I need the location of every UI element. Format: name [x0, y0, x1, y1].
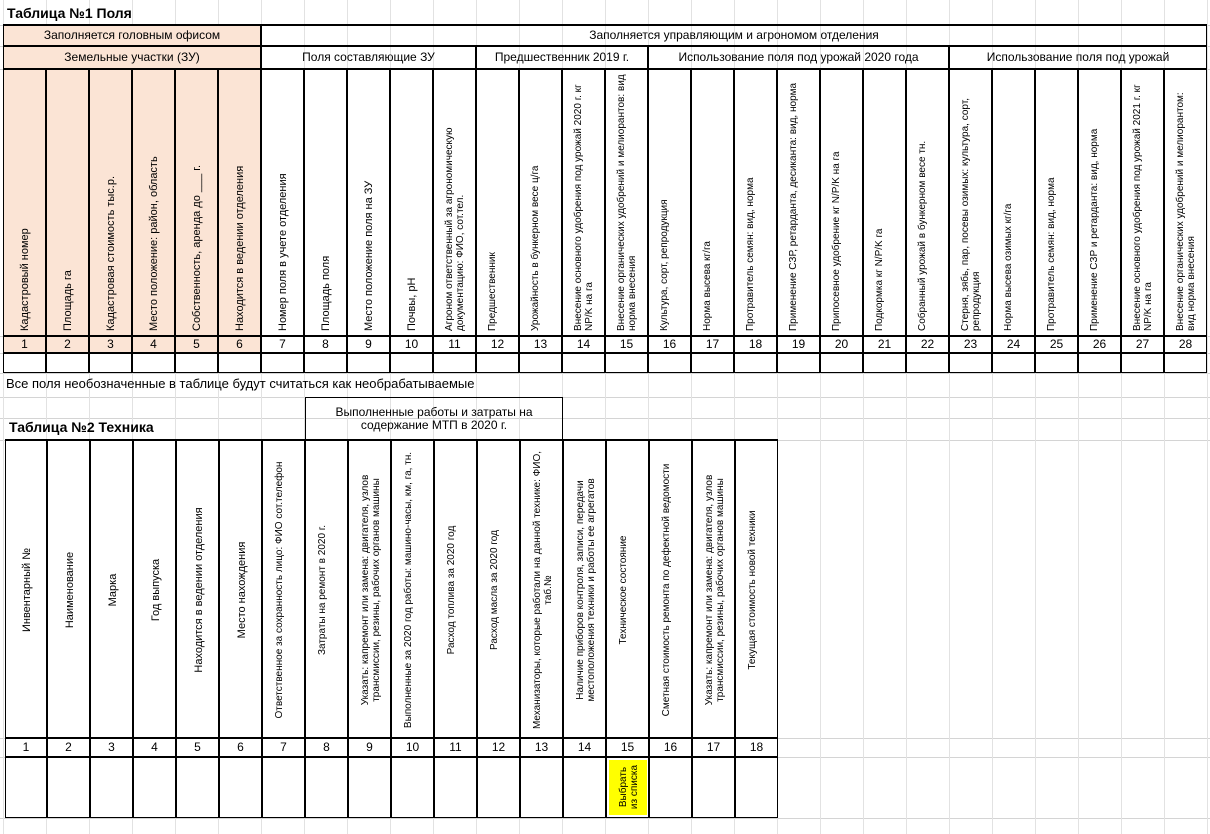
table2-col-header-label: Затраты на ремонт в 2020 г.: [317, 524, 328, 656]
table2-col-header-label: Указать: капремонт или замена: двигателя, узлов трансмиссии, резины, рабочих органов машины: [704, 474, 726, 706]
table1-data-cell[interactable]: [519, 353, 562, 373]
table1-data-cell[interactable]: [992, 353, 1035, 373]
table1-col-header-label: Внесение органических удобрений и мелиорантом: вид норма внесения: [1175, 92, 1197, 331]
table2-col-header-label: Текущая стоимость новой техники: [747, 510, 758, 670]
table1-col-header-label: Применение СЗР, ретарданта, десиканта: вид, норма: [788, 82, 799, 331]
table2-col-number: 2: [47, 738, 90, 757]
table1-data-cell[interactable]: [132, 353, 175, 373]
table1-col-number: 17: [691, 336, 734, 353]
table2-data-cell[interactable]: [305, 757, 348, 818]
table1-data-cell[interactable]: [777, 353, 820, 373]
table1-col-header-label: Внесение основного удобрения под урожай 2020 г. кг NP/K на га: [573, 84, 595, 331]
table1-col-header-28: [1164, 69, 1207, 336]
table1-col-header-6: [218, 69, 261, 336]
table2-data-cell[interactable]: [563, 757, 606, 818]
table1-title-band: [3, 3, 1207, 25]
table2-col-header-label: Расход топлива за 2020 год: [446, 525, 457, 655]
group-works-costs: Выполненные работы и затраты на содержание МТП в 2020 г.: [305, 397, 563, 440]
table1-col-number: 8: [304, 336, 347, 353]
table1-col-header-label: Площадь га: [62, 270, 74, 331]
table2-col-number: 16: [649, 738, 692, 757]
table2-data-cell[interactable]: [47, 757, 90, 818]
table1-col-header-15: [605, 69, 648, 336]
table1-col-number: 2: [46, 336, 89, 353]
table1-col-header-label: Припосевное удобрение кг N/P/K на га: [831, 151, 842, 331]
table1-data-cell[interactable]: [89, 353, 132, 373]
table1-col-number: 16: [648, 336, 691, 353]
table2-col-number: 4: [133, 738, 176, 757]
table1-col-header-2: [46, 69, 89, 336]
table1-data-cell[interactable]: [562, 353, 605, 373]
table2-col-header-3: [90, 440, 133, 738]
table1-col-header-8: [304, 69, 347, 336]
table1-col-header-label: Протравитель семян: вид, норма: [745, 177, 756, 331]
subgroup-predecessor: Предшественник 2019 г.: [476, 46, 648, 69]
table1-col-header-11: [433, 69, 476, 336]
table1-col-number: 14: [562, 336, 605, 353]
table1-data-cell[interactable]: [1078, 353, 1121, 373]
table2-col-header-6: [219, 440, 262, 738]
table2-col-number: 18: [735, 738, 778, 757]
table1-title: Таблица №1 Поля: [7, 5, 132, 21]
table1-col-number: 5: [175, 336, 218, 353]
table1-col-number: 20: [820, 336, 863, 353]
table1-col-header-label: Подкормка кг N/P/K га: [874, 228, 885, 331]
table2-data-cell[interactable]: [649, 757, 692, 818]
table2-col-header-11: [434, 440, 477, 738]
table2-col-header-label: Указать: капремонт или замена: двигателя, узлов трансмиссии, резины, рабочих органов машины: [360, 474, 382, 706]
table1-col-header-4: [132, 69, 175, 336]
group-head-office: Заполняется головным офисом: [3, 25, 261, 46]
table1-col-number: 6: [218, 336, 261, 353]
table1-data-cell[interactable]: [3, 353, 46, 373]
table1-data-cell[interactable]: [261, 353, 304, 373]
table2-data-cell[interactable]: [176, 757, 219, 818]
table1-col-header-label: Протравитель семян: вид, норма: [1046, 177, 1057, 331]
table1-col-header-label: Почвы, рН: [406, 277, 418, 331]
table1-col-header-label: Норма высева кг/га: [702, 241, 713, 331]
table1-col-number: 21: [863, 336, 906, 353]
table1-col-number: 7: [261, 336, 304, 353]
table1-col-header-label: Применение СЗР и ретарданта: вид, норма: [1089, 128, 1100, 331]
table1-col-header-26: [1078, 69, 1121, 336]
table1-data-cell[interactable]: [1164, 353, 1207, 373]
table1-col-number: 19: [777, 336, 820, 353]
table1-data-cell[interactable]: [218, 353, 261, 373]
table2-col-header-label: Сметная стоимость ремонта по дефектной ведомости: [661, 463, 672, 717]
table1-col-header-5: [175, 69, 218, 336]
subgroup-fields-in-plot: Поля составляющие ЗУ: [261, 46, 476, 69]
table1-col-header-23: [949, 69, 992, 336]
table1-col-header-label: Урожайность в бункерном весе ц/га: [530, 165, 541, 331]
table1-data-cell[interactable]: [734, 353, 777, 373]
table1-col-number: 10: [390, 336, 433, 353]
table1-data-cell[interactable]: [476, 353, 519, 373]
table1-col-header-20: [820, 69, 863, 336]
table2-col-number: 14: [563, 738, 606, 757]
table2-col-header-18: [735, 440, 778, 738]
table1-col-header-22: [906, 69, 949, 336]
table1-col-header-25: [1035, 69, 1078, 336]
table1-col-number: 24: [992, 336, 1035, 353]
table1-col-number: 3: [89, 336, 132, 353]
table1-col-header-21: [863, 69, 906, 336]
table1-col-number: 11: [433, 336, 476, 353]
table2-col-header-10: [391, 440, 434, 738]
table2-col-number: 13: [520, 738, 563, 757]
table2-col-number: 6: [219, 738, 262, 757]
table1-col-header-label: Собранный урожай в бункерном весе тн.: [917, 140, 928, 331]
table1-col-header-17: [691, 69, 734, 336]
table2-data-cell[interactable]: [735, 757, 778, 818]
table2-col-header-16: [649, 440, 692, 738]
table2-data-cell[interactable]: [348, 757, 391, 818]
table1-col-header-label: Находится в ведении отделения: [234, 165, 246, 331]
table1-col-number: 15: [605, 336, 648, 353]
table1-col-header-16: [648, 69, 691, 336]
table1-col-header-9: [347, 69, 390, 336]
table1-data-cell[interactable]: [347, 353, 390, 373]
table1-data-cell[interactable]: [1121, 353, 1164, 373]
table1-col-number: 13: [519, 336, 562, 353]
table2-col-number: 12: [477, 738, 520, 757]
table2-col-number: 8: [305, 738, 348, 757]
table2-col-header-15: [606, 440, 649, 738]
table2-data-cell[interactable]: [520, 757, 563, 818]
table2-data-cell[interactable]: [262, 757, 305, 818]
table2-col-header-label: Находится в ведении отделения: [193, 507, 205, 673]
table1-data-cell[interactable]: [949, 353, 992, 373]
table1-col-header-label: Предшественник: [487, 252, 498, 331]
table2-data-cell[interactable]: [692, 757, 735, 818]
table1-col-number: 25: [1035, 336, 1078, 353]
table2-col-header-label: Расход масла за 2020 год: [489, 530, 500, 650]
table1-col-number: 22: [906, 336, 949, 353]
table1-col-header-label: Норма высева озимых кг/га: [1003, 203, 1014, 331]
table2-col-header-label: Инвентарный №: [21, 547, 33, 633]
table2-col-header-label: Место нахождения: [236, 541, 248, 639]
table1-data-cell[interactable]: [390, 353, 433, 373]
table1-col-number: 28: [1164, 336, 1207, 353]
table1-col-header-27: [1121, 69, 1164, 336]
table1-col-number: 18: [734, 336, 777, 353]
table1-data-cell[interactable]: [820, 353, 863, 373]
table1-data-cell[interactable]: [433, 353, 476, 373]
table2-col-header-1: [5, 440, 47, 738]
table1-col-header-1: [3, 69, 46, 336]
table1-data-cell[interactable]: [605, 353, 648, 373]
table1-col-header-3: [89, 69, 132, 336]
table2-title: Таблица №2 Техника: [9, 419, 154, 435]
table1-col-header-label: Место положение поля на ЗУ: [363, 180, 375, 331]
table1-col-header-label: Стерня, зябь, пар, посевы озимых: культура, сорт, репродукция: [960, 97, 982, 331]
table2-col-number: 5: [176, 738, 219, 757]
table1-data-cell[interactable]: [304, 353, 347, 373]
technical-condition-dropdown[interactable]: [606, 757, 649, 818]
table2-col-header-label: Выполненные за 2020 год работы: машино-часы, км, га, тн.: [403, 451, 414, 729]
table2-col-number: 1: [5, 738, 47, 757]
table1-col-header-label: Место положение: район, область: [148, 156, 160, 331]
table1-col-number: 26: [1078, 336, 1121, 353]
table1-data-cell[interactable]: [906, 353, 949, 373]
table2-col-number: 10: [391, 738, 434, 757]
table1-col-header-13: [519, 69, 562, 336]
table2-col-header-13: [520, 440, 563, 738]
table2-col-header-label: Наличие приборов контроля, записи, передачи местоположения техники и работы ее агрегатов: [575, 478, 597, 702]
table2-data-cell[interactable]: [434, 757, 477, 818]
table1-col-header-14: [562, 69, 605, 336]
table1-col-number: 27: [1121, 336, 1164, 353]
table2-col-number: 11: [434, 738, 477, 757]
table1-col-number: 12: [476, 336, 519, 353]
table1-data-cell[interactable]: [1035, 353, 1078, 373]
table2-col-header-label: Механизаторы, которые работали на данной технике: ФИО, таб.№: [532, 450, 554, 730]
table1-col-header-24: [992, 69, 1035, 336]
table1-footnote: Все поля необозначенные в таблице будут считаться как необрабатываемые: [6, 376, 475, 391]
table1-col-number: 23: [949, 336, 992, 353]
dropdown-highlight[interactable]: [609, 760, 647, 815]
subgroup-land-plots: Земельные участки (ЗУ): [3, 46, 261, 69]
table2-col-header-17: [692, 440, 735, 738]
table2-col-number: 3: [90, 738, 133, 757]
table1-col-header-10: [390, 69, 433, 336]
table1-col-header-label: Кадастровая стоимость тыс.р.: [105, 175, 117, 331]
table1-col-number: 4: [132, 336, 175, 353]
table2-col-number: 15: [606, 738, 649, 757]
table2-col-header-12: [477, 440, 520, 738]
table1-col-header-label: Культура, сорт, репродукция: [659, 199, 670, 331]
subgroup-usage-2020: Использование поля под урожай 2020 года: [648, 46, 949, 69]
table2-col-header-8: [305, 440, 348, 738]
table2-col-header-label: Марка: [107, 573, 119, 607]
table2-col-header-label: Наименование: [64, 551, 76, 629]
table2-data-cell[interactable]: [477, 757, 520, 818]
table2-col-header-label: Ответственное за сохранность лицо: ФИО сот.телефон: [274, 461, 285, 719]
table2-col-header-2: [47, 440, 90, 738]
table1-data-cell[interactable]: [175, 353, 218, 373]
table1-col-header-12: [476, 69, 519, 336]
table2-data-cell[interactable]: [219, 757, 262, 818]
table1-data-cell[interactable]: [691, 353, 734, 373]
table1-col-header-7: [261, 69, 304, 336]
table2-data-cell[interactable]: [391, 757, 434, 818]
table2-col-number: 9: [348, 738, 391, 757]
table1-col-header-label: Агроном ответственный за агрономическую документацию: ФИО, сот.тел.: [444, 127, 466, 331]
table2-data-cell[interactable]: [133, 757, 176, 818]
table2-data-cell[interactable]: [90, 757, 133, 818]
table1-col-number: 1: [3, 336, 46, 353]
table2-col-header-4: [133, 440, 176, 738]
table2-col-number: 17: [692, 738, 735, 757]
dropdown-placeholder: Выбрать из списка: [618, 764, 640, 810]
subgroup-usage-next: Использование поля под урожай: [949, 46, 1207, 69]
table1-col-header-18: [734, 69, 777, 336]
table1-col-header-label: Внесение основного удобрения под урожай 2021 г. кг NP/K на га: [1132, 84, 1154, 331]
group-branch: Заполняется управляющим и агрономом отделения: [261, 25, 1207, 46]
table1-data-cell[interactable]: [46, 353, 89, 373]
table2-data-cell[interactable]: [5, 757, 47, 818]
table2-col-header-14: [563, 440, 606, 738]
table2-col-header-7: [262, 440, 305, 738]
table1-col-number: 9: [347, 336, 390, 353]
table2-col-header-label: Техническое состояние: [618, 535, 629, 645]
table1-col-header-label: Собственность, аренда до ___ г.: [191, 164, 203, 331]
table2-col-header-5: [176, 440, 219, 738]
table2-col-header-9: [348, 440, 391, 738]
table1-data-cell[interactable]: [863, 353, 906, 373]
table1-col-header-label: Кадастровый номер: [19, 228, 31, 331]
table1-col-header-label: Номер поля в учете отделения: [277, 173, 289, 331]
table1-col-header-label: Внесение органических удобрений и мелиорантов: вид норма внесения: [616, 74, 638, 331]
table2-col-number: 7: [262, 738, 305, 757]
table1-col-header-19: [777, 69, 820, 336]
table1-col-header-label: Площадь поля: [320, 255, 332, 331]
table2-col-header-label: Год выпуска: [150, 558, 162, 622]
table1-data-cell[interactable]: [648, 353, 691, 373]
